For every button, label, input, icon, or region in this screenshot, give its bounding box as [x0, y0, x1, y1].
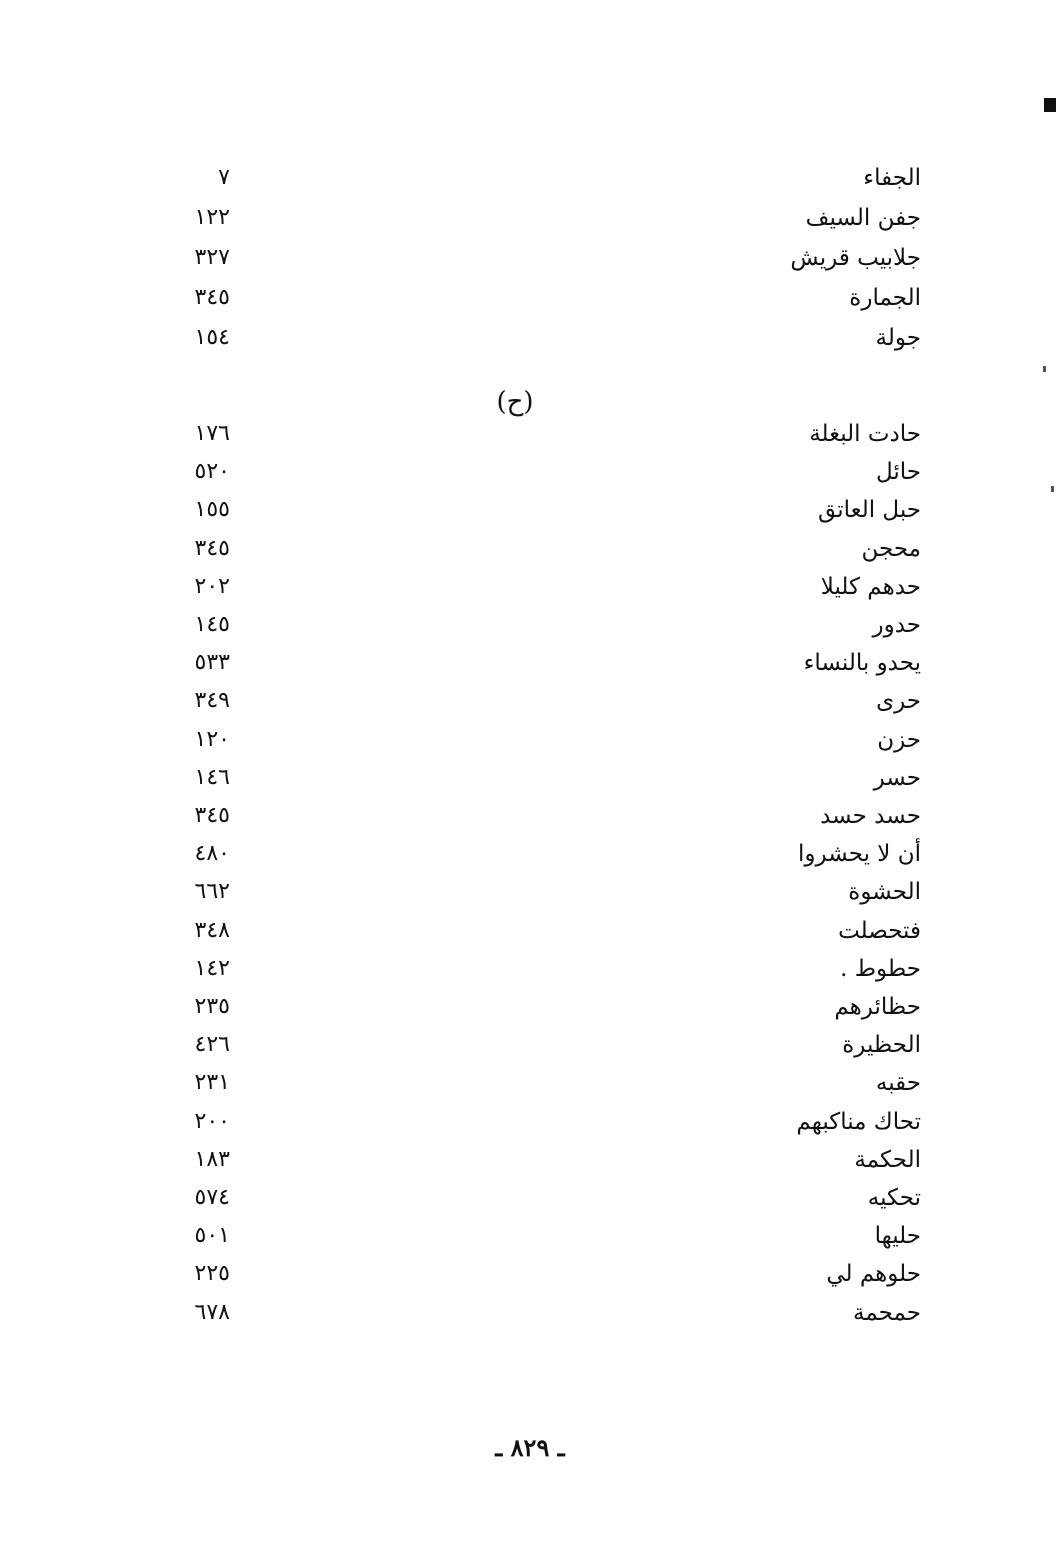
entry-page-number: ٢٣٥ [194, 994, 230, 1019]
index-entry [0, 758, 1056, 798]
entry-term: فتحصلت [838, 917, 921, 944]
entry-page-number: ٤٨٠ [194, 841, 230, 867]
index-entry [0, 1254, 1056, 1294]
index-entry [0, 643, 1056, 683]
entry-term: تحاك مناكبهم [796, 1108, 921, 1135]
index-entry [0, 911, 1056, 951]
entry-page-number: ٥٢٠ [194, 459, 230, 485]
entry-page-number: ٦٦٢ [194, 879, 230, 905]
entry-term: يحدو بالنساء [803, 650, 921, 677]
entry-term: حائل [875, 459, 921, 486]
entry-term: حدهم كليلا [820, 573, 921, 600]
index-entry [0, 1140, 1056, 1180]
entry-page-number: ١٤٦ [194, 764, 230, 790]
entry-page-number: ٦٧٨ [194, 1299, 230, 1325]
index-entry [0, 452, 1056, 492]
index-entry [0, 1178, 1056, 1218]
entry-term: الحكمة [854, 1146, 921, 1173]
index-entry [0, 1216, 1056, 1256]
entry-page-number: ٢٠٢ [194, 573, 230, 599]
entry-page-number: ٢٢٥ [194, 1261, 230, 1287]
entry-term: جولة [875, 325, 921, 351]
entry-term: جفن السيف [805, 205, 921, 231]
entry-page-number: ١٥٥ [194, 497, 230, 523]
entry-page-number: ٣٢٧ [194, 245, 230, 270]
index-entry [0, 796, 1056, 836]
section-header-ha: (ح) [496, 387, 534, 417]
entry-term: حزن [877, 726, 921, 753]
entry-term: الحشوة [848, 879, 921, 906]
entry-page-number: ١٧٦ [194, 421, 230, 446]
index-entry [0, 529, 1056, 569]
entry-term: حظائرهم [834, 994, 921, 1020]
entry-term: الحظيرة [842, 1032, 921, 1059]
index-entry [0, 238, 1056, 278]
entry-page-number: ١٥٤ [194, 325, 230, 350]
entry-term: أن لا يحشروا [798, 841, 921, 868]
index-entry [0, 198, 1056, 238]
index-entry [0, 987, 1056, 1027]
index-entry [0, 490, 1056, 530]
entry-page-number: ١٢٢ [194, 205, 230, 230]
entry-term: الجمارة [849, 285, 921, 311]
entry-term: حليها [874, 1223, 921, 1250]
index-entry [0, 414, 1056, 454]
entry-term: حادت البغلة [809, 421, 921, 447]
index-entry [0, 949, 1056, 989]
page-number: ـ ٨٢٩ ـ [495, 1433, 565, 1462]
entry-page-number: ١٤٢ [194, 955, 230, 981]
index-entry [0, 1102, 1056, 1142]
index-entry [0, 158, 1056, 198]
entry-term: حرى [876, 688, 921, 715]
entry-page-number: ٣٤٨ [194, 917, 230, 943]
entry-term: تحكيه [867, 1185, 921, 1211]
index-entry [0, 1025, 1056, 1065]
entry-term: حطوط . [840, 955, 921, 982]
entry-page-number: ٧ [218, 165, 230, 190]
entry-page-number: ٣٤٥ [194, 803, 230, 828]
entry-page-number: ١٢٠ [194, 726, 230, 752]
entry-page-number: ٣٤٩ [194, 688, 230, 714]
entry-page-number: ٥٧٤ [194, 1185, 230, 1210]
index-entry [0, 1063, 1056, 1103]
index-entry [0, 605, 1056, 645]
index-entry [0, 720, 1056, 760]
entry-page-number: ٢٠٠ [194, 1108, 230, 1134]
entry-term: حبل العاتق [818, 497, 921, 524]
entry-page-number: ٥٣٣ [194, 650, 230, 676]
entry-term: محجن [861, 535, 921, 562]
index-entry [0, 681, 1056, 721]
scan-edge-mark [1044, 98, 1056, 112]
entry-term: حدور [872, 612, 921, 638]
entry-term: الجفاء [863, 165, 921, 191]
entry-page-number: ٥٠١ [194, 1223, 230, 1249]
index-entry [0, 278, 1056, 318]
entry-page-number: ١٨٣ [194, 1146, 230, 1172]
entry-page-number: ٣٤٥ [194, 535, 230, 561]
entry-term: جلابيب قريش [790, 245, 921, 271]
index-entry [0, 318, 1056, 358]
entry-term: حقبه [875, 1070, 921, 1097]
scan-speck [1043, 366, 1046, 372]
entry-page-number: ١٤٥ [194, 612, 230, 637]
entry-term: حمحمة [853, 1299, 921, 1326]
index-entry [0, 834, 1056, 874]
index-entry [0, 872, 1056, 912]
index-entry [0, 1293, 1056, 1333]
entry-page-number: ٤٢٦ [194, 1032, 230, 1058]
index-entry [0, 567, 1056, 607]
entry-page-number: ٢٣١ [194, 1070, 230, 1096]
entry-term: حلوهم لي [826, 1261, 921, 1288]
entry-page-number: ٣٤٥ [194, 285, 230, 310]
entry-term: حسر [873, 764, 921, 791]
entry-term: حسد حسد [820, 803, 921, 829]
